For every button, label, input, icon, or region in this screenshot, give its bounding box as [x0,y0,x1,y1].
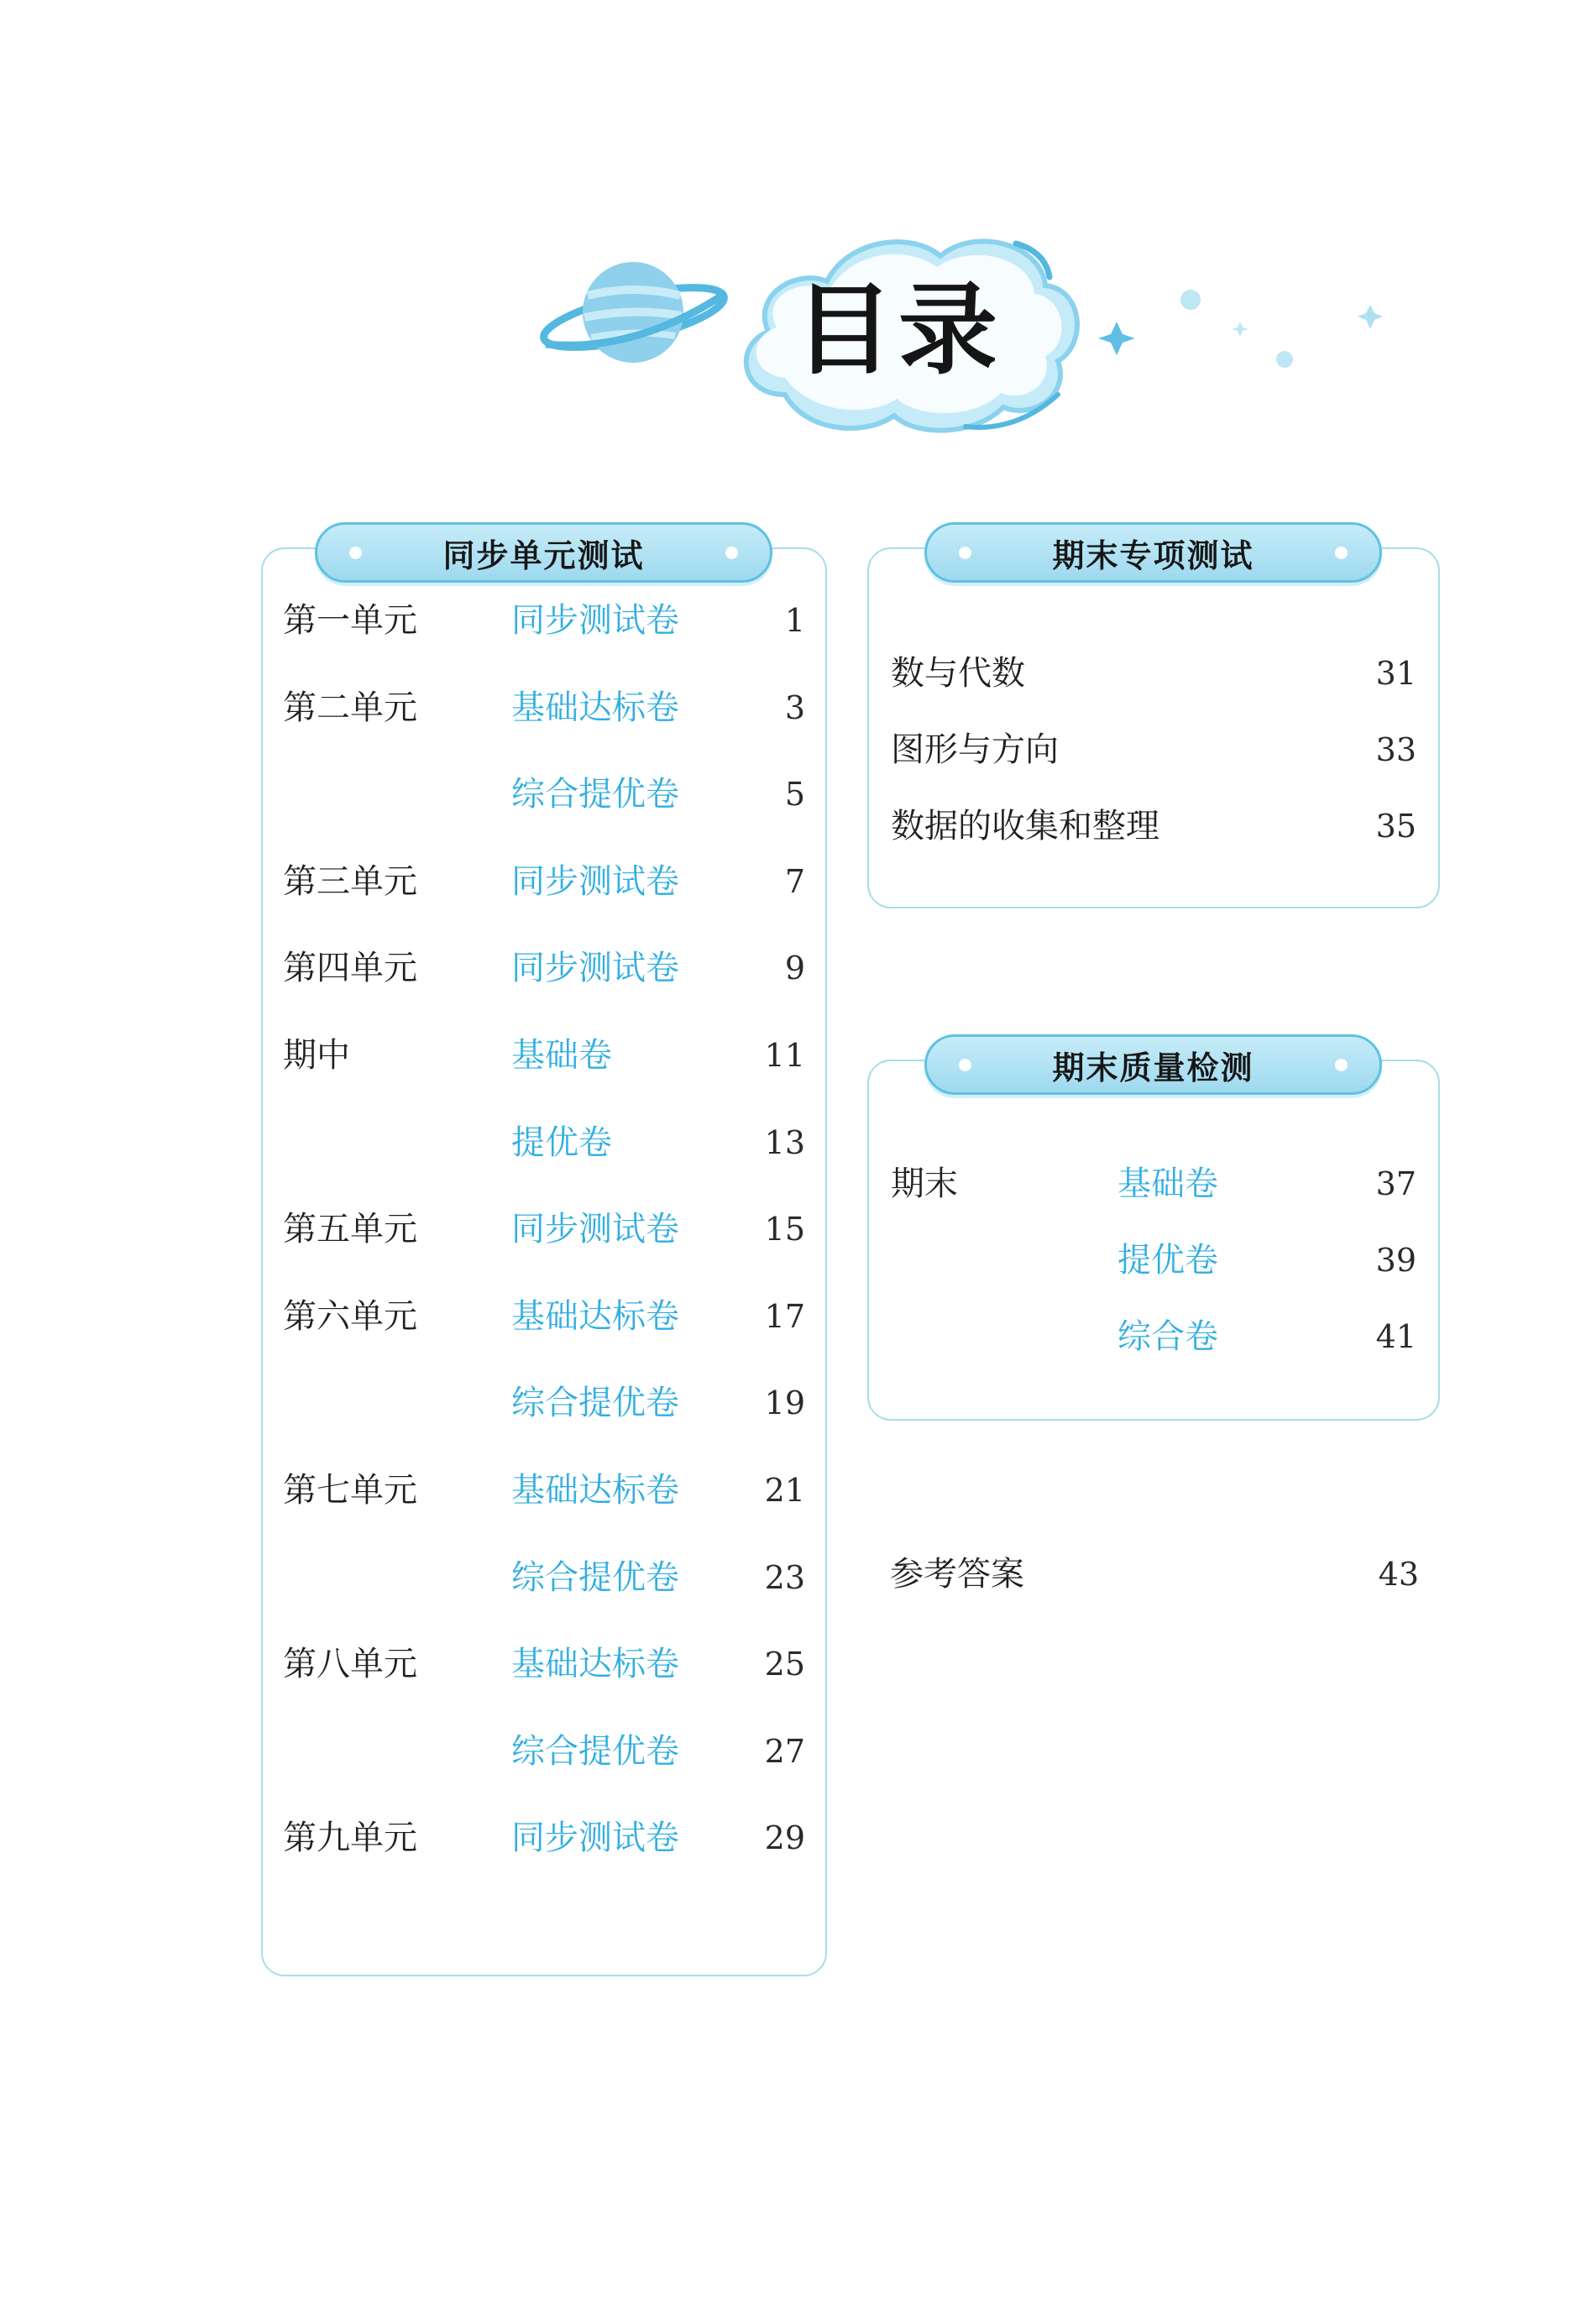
booklet-link[interactable]: 基础卷 [511,1036,612,1075]
page-number: 3 [784,688,805,726]
final-topics-panel [867,547,1440,908]
topic-label: 图形与方向 [891,730,1059,769]
toc-row[interactable] [283,1113,812,1172]
toc-row[interactable] [283,1287,812,1346]
unit-label: 第九单元 [283,1819,417,1858]
toc-row[interactable] [283,1026,812,1085]
toc-row[interactable] [891,797,1425,856]
banner-dot [349,547,362,559]
toc-row[interactable] [283,1635,812,1693]
page-number: 25 [764,1646,805,1683]
booklet-link[interactable]: 基础卷 [1118,1165,1218,1203]
page-number: 5 [784,776,805,814]
booklet-link[interactable]: 综合提优卷 [511,1731,679,1771]
page-number: 23 [764,1558,805,1596]
banner-dot [959,1059,971,1071]
page-number: 7 [784,862,805,900]
page-number: 39 [1375,1242,1416,1279]
page-number: 31 [1375,655,1416,692]
booklet-link[interactable]: 提优卷 [1118,1241,1218,1280]
topic-label: 数与代数 [891,654,1025,693]
booklet-link[interactable]: 提优卷 [511,1123,612,1162]
page-number: 9 [784,950,805,987]
page-title: 目录 [793,272,1002,388]
topic-label: 数据的收集和整理 [891,807,1159,845]
toc-row[interactable] [283,1200,812,1259]
booklet-link[interactable]: 综合提优卷 [511,775,679,814]
page-number: 41 [1375,1318,1416,1355]
page-number: 17 [764,1297,805,1335]
booklet-link[interactable]: 基础达标卷 [511,688,679,727]
banner-label: 期末质量检测 [1052,1049,1254,1086]
page-number: 1 [784,602,805,639]
booklet-link[interactable]: 基础达标卷 [511,1296,679,1336]
unit-label: 期中 [283,1036,350,1075]
answers-label: 参考答案 [890,1555,1024,1594]
page-number: 27 [764,1732,805,1770]
booklet-link[interactable]: 综合提优卷 [511,1557,679,1597]
booklet-link[interactable]: 同步测试卷 [511,1210,679,1249]
header-decoration [0,0,1586,504]
banner-dot [725,547,738,559]
page-number: 35 [1375,808,1416,845]
page-number: 19 [764,1384,805,1422]
booklet-link[interactable]: 基础达标卷 [511,1471,679,1510]
booklet-link[interactable]: 同步测试卷 [511,949,679,988]
unit-label: 期末 [891,1165,958,1203]
final-quality-banner [924,1034,1382,1095]
booklet-link[interactable]: 同步测试卷 [511,601,679,640]
page-number: 33 [1375,731,1416,768]
page-number: 21 [764,1472,805,1509]
unit-label: 第一单元 [283,601,417,640]
sync-tests-panel [261,547,827,1976]
toc-row[interactable] [283,1461,812,1520]
page-number: 43 [1378,1556,1419,1593]
banner-label: 期末专项测试 [1052,537,1254,574]
page-number: 29 [764,1819,805,1857]
toc-row[interactable] [283,1722,812,1781]
final-topics-banner [924,522,1382,583]
toc-row[interactable] [283,1374,812,1432]
toc-row[interactable] [283,678,812,737]
banner-label: 同步单元测试 [442,537,645,574]
sync-tests-banner [315,522,772,583]
toc-row[interactable] [283,852,812,911]
page-number: 11 [764,1037,805,1074]
planet-icon [539,262,729,363]
final-quality-panel [867,1060,1440,1421]
booklet-link[interactable]: 基础达标卷 [511,1645,679,1684]
toc-row[interactable] [891,1154,1425,1213]
answers-entry[interactable] [890,1545,1427,1604]
booklet-link[interactable]: 同步测试卷 [511,1819,679,1858]
toc-row[interactable] [283,1808,812,1867]
toc-row[interactable] [283,765,812,824]
booklet-link[interactable]: 综合卷 [1118,1317,1218,1356]
toc-row[interactable] [283,591,812,650]
unit-label: 第三单元 [283,861,417,901]
unit-label: 第七单元 [283,1471,417,1510]
unit-label: 第六单元 [283,1296,417,1336]
toc-row[interactable] [891,720,1425,779]
unit-label: 第八单元 [283,1645,417,1684]
page-number: 13 [764,1123,805,1161]
booklet-link[interactable]: 同步测试卷 [511,861,679,901]
unit-label: 第二单元 [283,688,417,727]
banner-dot [1335,547,1348,559]
star-icon [1098,290,1383,368]
toc-row[interactable] [283,1548,812,1607]
banner-dot [959,547,971,559]
page-number: 37 [1375,1165,1416,1202]
unit-label: 第四单元 [283,949,417,988]
page-number: 15 [764,1211,805,1248]
toc-row[interactable] [891,1307,1425,1366]
unit-label: 第五单元 [283,1210,417,1249]
toc-row[interactable] [283,939,812,997]
toc-row[interactable] [891,1231,1425,1290]
banner-dot [1335,1059,1348,1071]
booklet-link[interactable]: 综合提优卷 [511,1384,679,1423]
toc-row[interactable] [891,644,1425,703]
